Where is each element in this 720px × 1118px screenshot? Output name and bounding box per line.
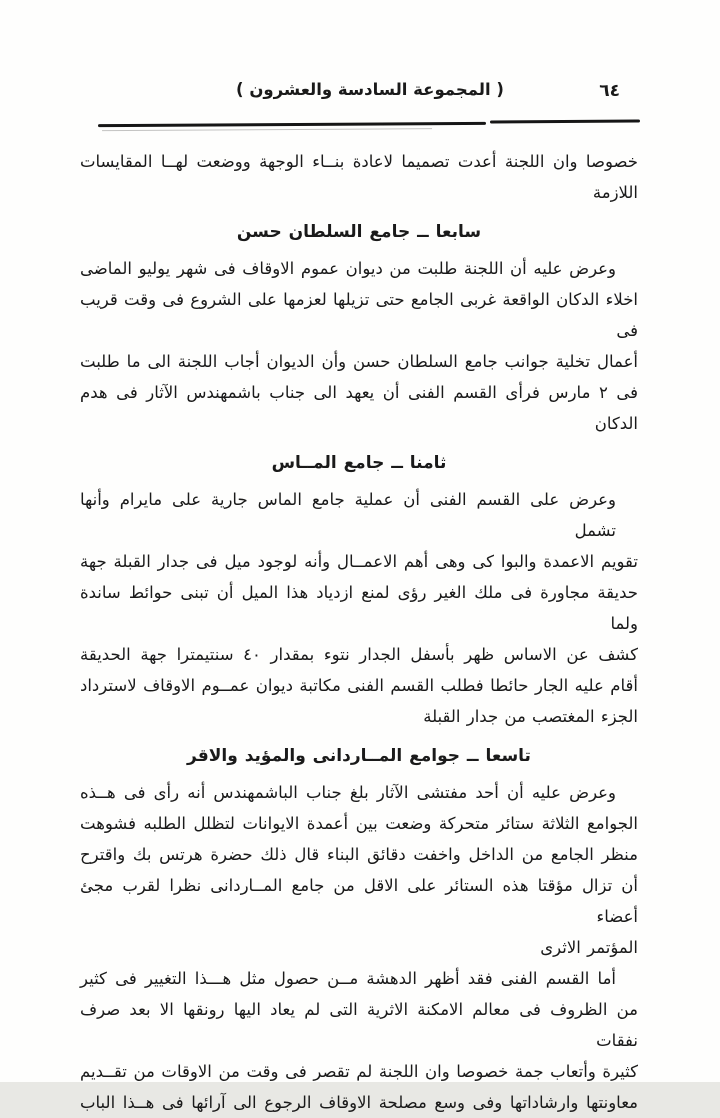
text-line: أن تزال مؤقتا هذه الستائر على الاقل من جامع المــاردانى نظرا لقرب مجئ أعضاء (80, 876, 638, 926)
section-heading-eighth: ثامنا ــ جامع المــاس (271, 453, 447, 473)
text-line: فى ٢ مارس فرأى القسم الفنى أن يعهد الى جناب باشمهندس الآثار فى هدم الدكان (80, 383, 638, 433)
page-number: ٦٤ (599, 81, 620, 101)
text-line: المؤتمر الاثرى (540, 938, 638, 957)
section-heading-ninth: تاسعا ــ جوامع المــاردانى والمؤيد والاقر (187, 746, 531, 766)
text-line: وعرض عليه أن أحد مفتشى الآثار بلغ جناب الباشمهندس أنه رأى فى هــذه (80, 783, 616, 802)
collection-title: ( المجموعة السادسة والعشرون ) (236, 80, 504, 99)
text-line: كشف عن الاساس ظهر بأسفل الجدار نتوء بمقدار ٤٠ سنتيمترا جهة الحديقة (80, 645, 638, 664)
text-line: منظر الجامع من الداخل واخفت دقائق البناء قال ذلك حضرة هرتس بك واقترح (80, 845, 638, 864)
text-line: أما القسم الفنى فقد أظهر الدهشة مــن حصول مثل هـــذا التغيير فى كثير (80, 969, 616, 988)
text-line: اللازمة (592, 183, 638, 202)
section-heading-seventh: سابعا ــ جامع السلطان حسن (236, 222, 482, 242)
text-line: أعمال تخلية جوانب جامع السلطان حسن وأن الديوان أجاب اللجنة الى ما طلبت (80, 352, 638, 371)
text-line: وعرض عليه أن اللجنة طلبت من ديوان عموم الاوقاف فى شهر يوليو الماضى (80, 259, 616, 278)
text-line: خصوصا وان اللجنة أعدت تصميما لاعادة بنــاء الوجهة ووضعت لهــا المقايسات (80, 152, 638, 171)
text-line: تقويم الاعمدة والبوا كى وهى أهم الاعمــال وأنه لوجود ميل فى جدار القبلة جهة (80, 552, 638, 571)
text-line: كثيرة وأتعاب جمة خصوصا وان اللجنة لم تقصر فى وقت من الاوقات من تقــديم (80, 1062, 638, 1081)
text-line: وعرض على القسم الفنى أن عملية جامع الماس جارية على مايرام وأنها تشمل (80, 490, 616, 540)
text-line: اخلاء الدكان الواقعة غربى الجامع حتى تزيلها لعزمها على الشروع فى وقت قريب فى (80, 290, 638, 340)
text-line: معاونتها وارشاداتها وفى وسع مصلحة الاوقاف الرجوع الى آرائها فى هــذا الباب (80, 1093, 638, 1112)
body-text (80, 146, 638, 1118)
text-line: الجوامع الثلاثة ستائر متحركة وضعت بين أعمدة الايوانات لتظلل الطلبه فشوهت (80, 814, 638, 833)
text-line: الجزء المغتصب من جدار القبلة (423, 707, 638, 726)
text-line: من الظروف فى معالم الامكنة الاثرية التى لم يعاد اليها رونقها الا بعد صرف نفقات (80, 1000, 638, 1050)
text-line: حديقة مجاورة فى ملك الغير رؤى لمنع ازدياد هذا الميل أن تبنى حوائط ساندة ولما (80, 583, 638, 633)
text-line: أقام عليه الجار حائطا فطلب القسم الفنى مكاتبة ديوان عمــوم الاوقاف لاسترداد (80, 676, 638, 695)
header-rule-left (98, 122, 486, 127)
running-head (82, 80, 638, 110)
header-rule-right (490, 119, 640, 123)
